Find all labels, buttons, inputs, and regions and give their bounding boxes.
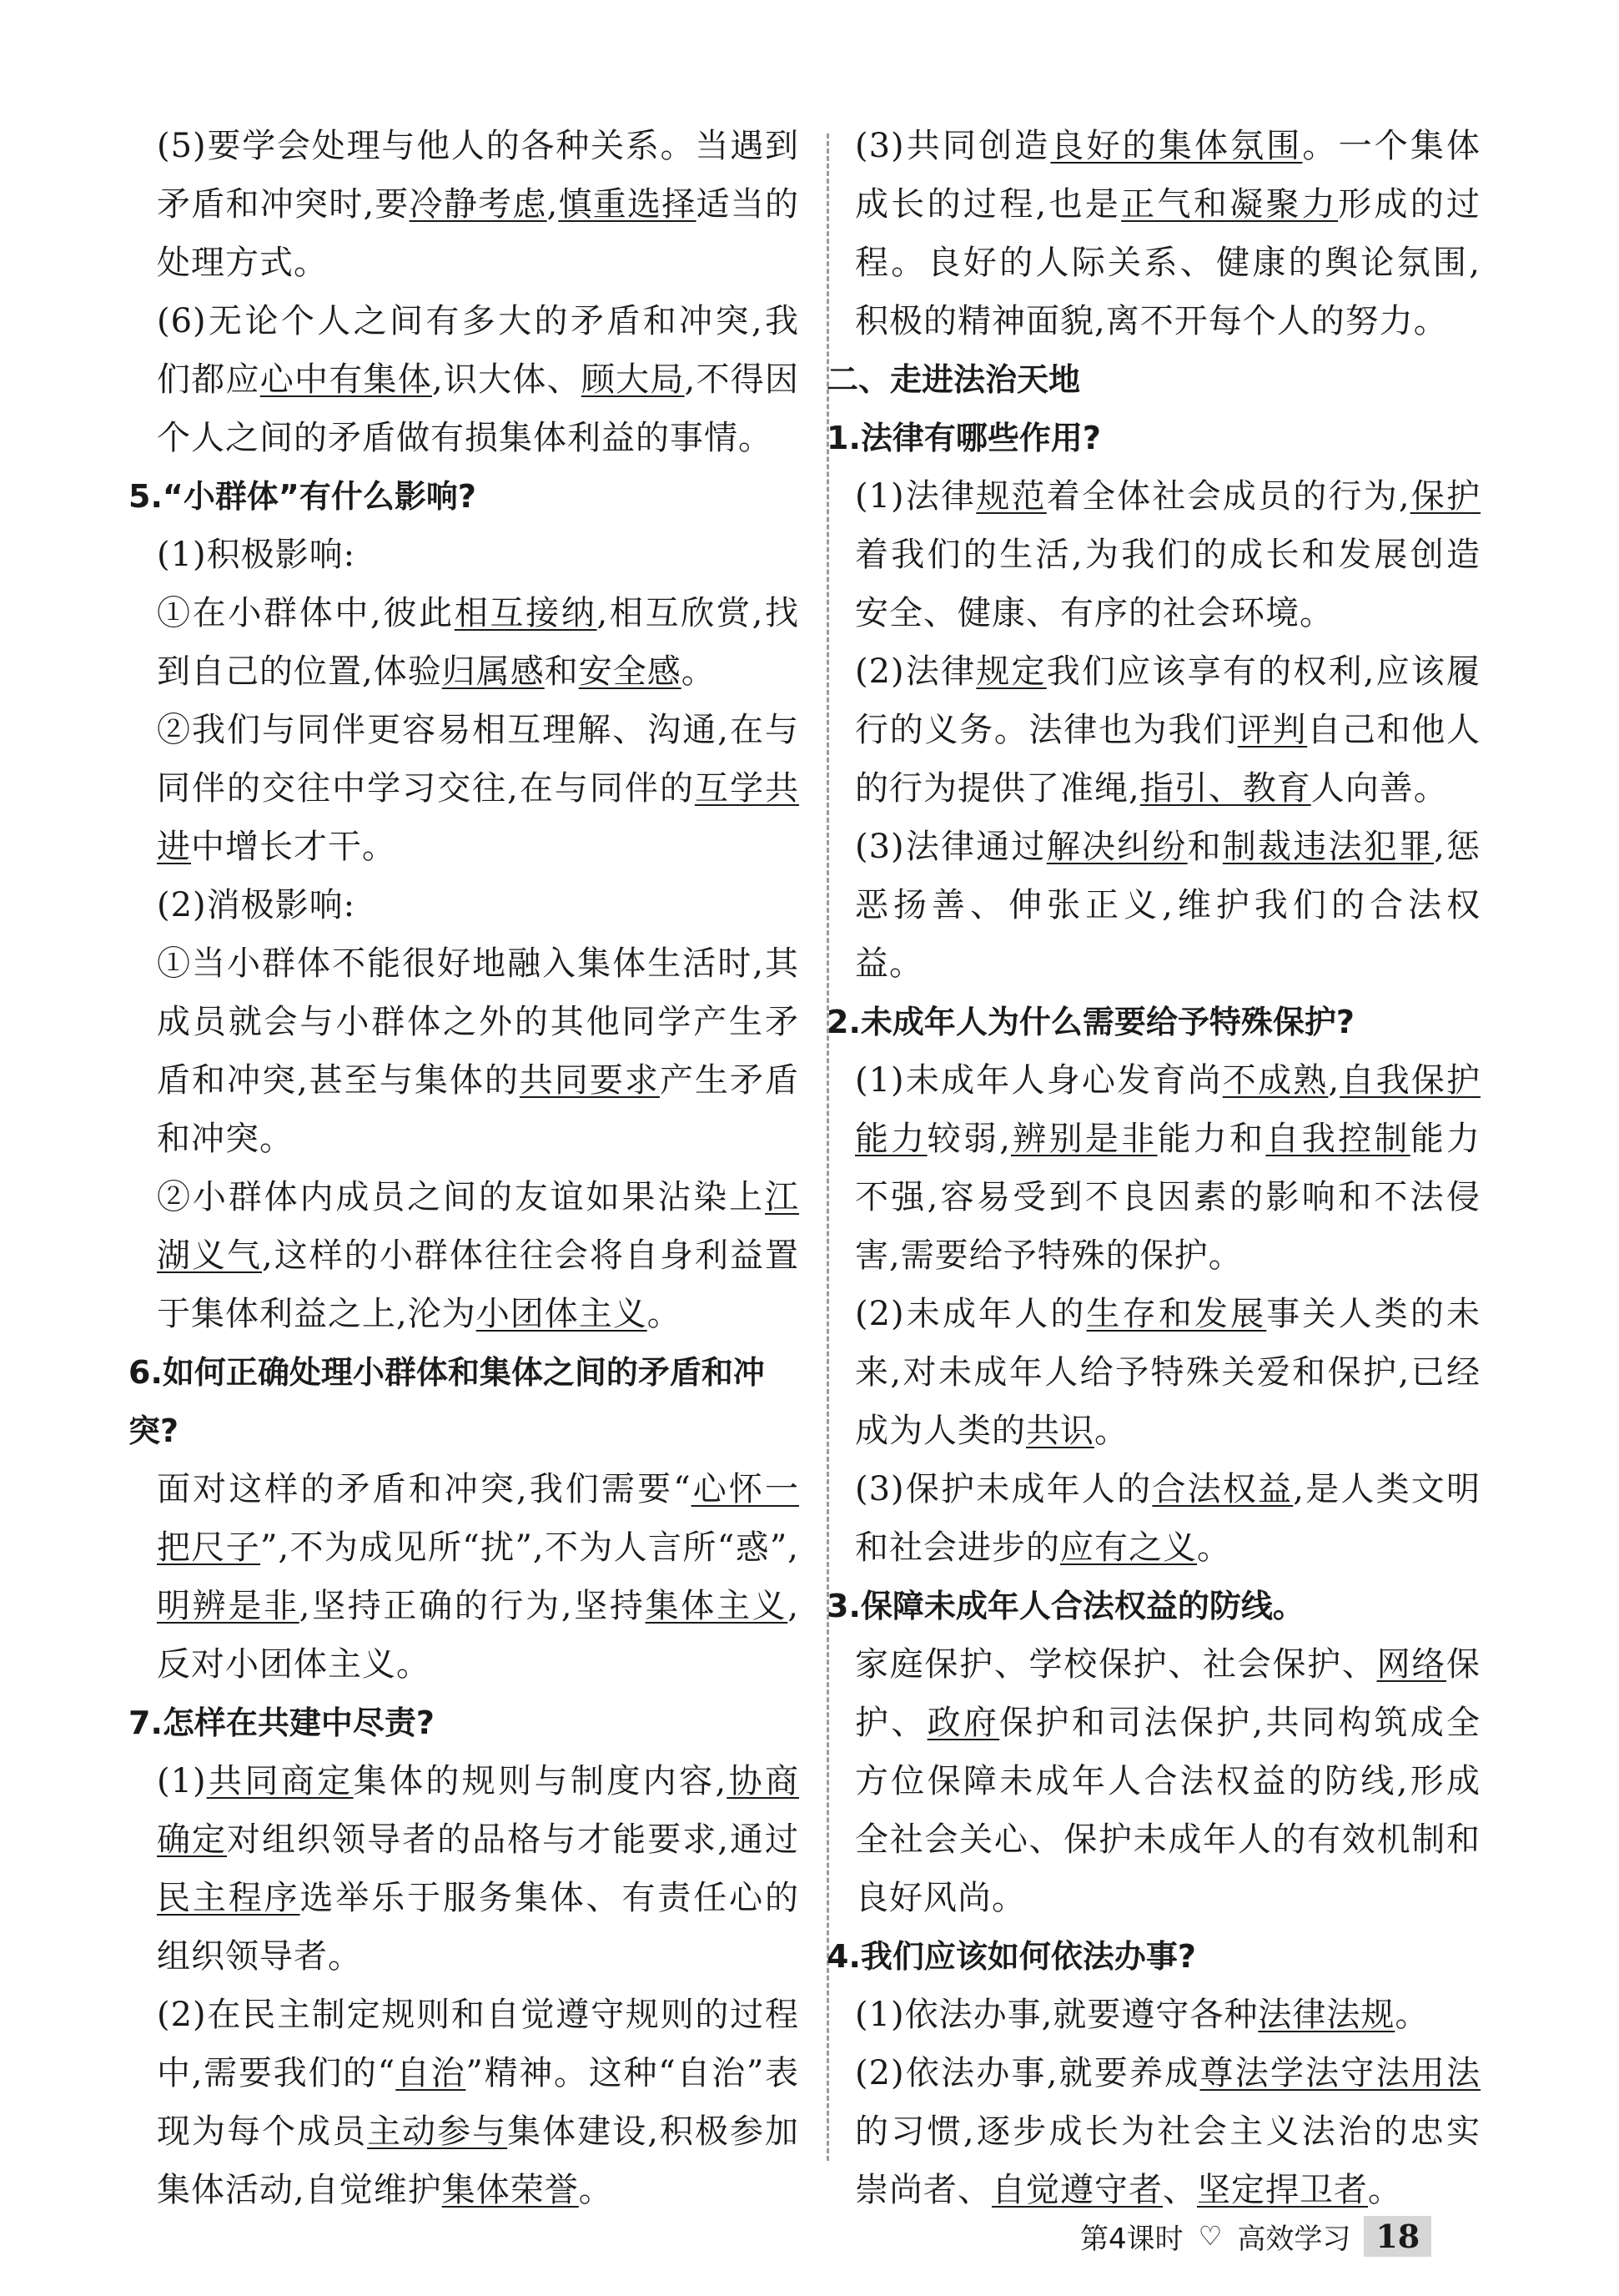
answer-blank: 相互接纳 <box>454 594 597 632</box>
point-6: (6)无论个人之间有多大的矛盾和冲突,我们都应心中有集体,识大体、顾大局,不得因个人之间的矛盾做有损集体利益的事情。 <box>157 302 800 457</box>
answer-blank: 心中有集体 <box>259 360 432 399</box>
answer-blank: 自治 <box>395 2054 466 2092</box>
answer-3: 家庭保护、学校保护、社会保护、网络保护、政府保护和司法保护,共同构筑成全方位保障未成年人合法权益的防线,形成全社会关心、保护未成年人的有效机制和良好风尚。 <box>855 1645 1481 1917</box>
answer-blank: 自我保护能力 <box>855 1061 1481 1158</box>
answer-blank: 民主程序 <box>157 1879 300 1917</box>
point-3: (3)共同创造良好的集体氛围。一个集体成长的过程,也是正气和凝聚力形成的过程。良好的人际关系、健康的舆论氛围,积极的精神面貌,离不开每个人的努力。 <box>855 127 1481 340</box>
question-7: 7.怎样在共建中尽责? <box>128 1704 435 1741</box>
answer-blank: 顾大局 <box>581 360 685 399</box>
question-6: 6.如何正确处理小群体和集体之间的矛盾和冲突? <box>128 1354 765 1449</box>
answer-blank: 指引、教育 <box>1139 769 1311 808</box>
answer-blank: 小团体主义 <box>475 1295 647 1333</box>
answer-blank: 协商确定 <box>157 1762 800 1859</box>
heart-icon: ♡ <box>1198 2220 1223 2252</box>
answer-7-1: (1)共同商定集体的规则与制度内容,协商确定对组织领导者的品格与才能要求,通过民主程序选举乐于服务集体、有责任心的组织领导者。 <box>157 1762 800 1976</box>
positive-point-2: ②我们与同伴更容易相互理解、沟通,在与同伴的交往中学习交往,在与同伴的互学共进中增长才干。 <box>157 711 799 866</box>
question-4: 4.我们应该如何依法办事? <box>827 1938 1196 1975</box>
lesson-label: 第4课时 <box>1080 2222 1184 2256</box>
answer-4-1: (1)依法办事,就要遵守各种法律法规。 <box>855 1996 1430 2034</box>
negative-point-1: ①当小群体不能很好地融入集体生活时,其成员就会与小群体之外的其他同学产生矛盾和冲突,甚至与集体的共同要求产生矛盾和冲突。 <box>157 944 799 1158</box>
positive-point-1: ①在小群体中,彼此相互接纳,相互欣赏,找到自己的位置,体验归属感和安全感。 <box>157 594 800 691</box>
negative-heading: (2)消极影响: <box>157 886 356 924</box>
answer-blank: 法律法规 <box>1258 1996 1395 2034</box>
answer-blank: 共同商定 <box>206 1762 354 1800</box>
answer-blank: 心怀一把尺子 <box>157 1470 799 1567</box>
answer-6: 面对这样的矛盾和冲突,我们需要“心怀一把尺子”,不为成见所“扰”,不为人言所“惑”,明辨是非,坚持正确的行为,坚持集体主义,反对小团体主义。 <box>157 1470 800 1684</box>
answer-blank: 不成熟 <box>1222 1061 1329 1100</box>
answer-blank: 冷静考虑 <box>409 185 547 224</box>
answer-blank: 制裁违法犯罪 <box>1222 828 1435 866</box>
answer-blank: 解决纠纷 <box>1046 828 1188 866</box>
answer-blank: 自觉遵守者 <box>992 2171 1163 2209</box>
answer-blank: 主动参与 <box>367 2112 508 2151</box>
answer-blank: 共同要求 <box>519 1061 660 1100</box>
answer-blank: 生存和发展 <box>1086 1295 1267 1333</box>
answer-blank: 正气和凝聚力 <box>1121 185 1339 224</box>
answer-blank: 辨别是非 <box>1010 1120 1158 1158</box>
answer-blank: 合法权益 <box>1152 1470 1294 1508</box>
negative-point-2: ②小群体内成员之间的友谊如果沾染上江湖义气,这样的小群体往往会将自身利益置于集体利益之上,沦为小团体主义。 <box>157 1178 799 1333</box>
answer-blank: 江湖义气 <box>157 1178 799 1275</box>
answer-blank: 集体荣誉 <box>441 2171 579 2209</box>
answer-blank: 保护 <box>1410 477 1481 516</box>
answer-blank: 评判 <box>1237 711 1308 749</box>
answer-blank: 安全感 <box>578 652 681 691</box>
question-2: 2.未成年人为什么需要给予特殊保护? <box>827 1004 1355 1040</box>
answer-2-1: (1)未成年人身心发育尚不成熟,自我保护能力较弱,辨别是非能力和自我控制能力不强,容易受到不良因素的影响和不法侵害,需要给予特殊的保护。 <box>855 1061 1481 1275</box>
answer-blank: 网络 <box>1376 1645 1447 1684</box>
answer-blank: 政府 <box>927 1704 1000 1742</box>
left-column <box>128 117 800 2219</box>
answer-blank: 明辨是非 <box>157 1587 299 1625</box>
answer-1-1: (1)法律规范着全体社会成员的行为,保护着我们的生活,为我们的成长和发展创造安全、健康、有序的社会环境。 <box>855 477 1481 632</box>
answer-2-3: (3)保护未成年人的合法权益,是人类文明和社会进步的应有之义。 <box>855 1470 1481 1567</box>
answer-7-2: (2)在民主制定规则和自觉遵守规则的过程中,需要我们的“自治”精神。这种“自治”表现为每个成员主动参与集体建设,积极参加集体活动,自觉维护集体荣誉。 <box>157 1996 799 2209</box>
page-footer <box>1080 2211 1431 2261</box>
answer-blank: 慎重选择 <box>558 185 696 224</box>
answer-1-2: (2)法律规定我们应该享有的权利,应该履行的义务。法律也为我们评判自己和他人的行为提供了准绳,指引、教育人向善。 <box>855 652 1481 808</box>
question-3: 3.保障未成年人合法权益的防线。 <box>827 1588 1305 1624</box>
answer-blank: 规定 <box>976 652 1047 691</box>
answer-blank: 互学共进 <box>157 769 799 866</box>
answer-1-3: (3)法律通过解决纠纷和制裁违法犯罪,惩恶扬善、伸张正义,维护我们的合法权益。 <box>855 828 1481 983</box>
answer-blank: 自我控制 <box>1265 1120 1410 1158</box>
question-5: 5.“小群体”有什么影响? <box>128 478 476 515</box>
series-title: 高效学习 <box>1237 2222 1351 2256</box>
answer-blank: 集体主义 <box>645 1587 788 1625</box>
answer-blank: 坚定捍卫者 <box>1197 2171 1368 2209</box>
answer-2-2: (2)未成年人的生存和发展事关人类的未来,对未成年人给予特殊关爱和保护,已经成为人类的共识。 <box>855 1295 1481 1450</box>
answer-4-2: (2)依法办事,就要养成尊法学法守法用法的习惯,逐步成长为社会主义法治的忠实崇尚者、自觉遵守者、坚定捍卫者。 <box>855 2054 1481 2209</box>
answer-blank: 归属感 <box>441 652 545 691</box>
answer-blank: 规范 <box>976 477 1047 516</box>
answer-blank: 应有之义 <box>1060 1528 1197 1567</box>
section-heading: 二、走进法治天地 <box>827 361 1081 398</box>
question-1: 1.法律有哪些作用? <box>827 420 1101 456</box>
answer-blank: 良好的集体氛围 <box>1050 127 1303 165</box>
answer-blank: 尊法学法守法用法 <box>1199 2054 1481 2092</box>
page-number: 18 <box>1364 2216 1431 2257</box>
answer-blank: 共识 <box>1026 1412 1094 1450</box>
positive-heading: (1)积极影响: <box>157 536 356 574</box>
point-5: (5)要学会处理与他人的各种关系。当遇到矛盾和冲突时,要冷静考虑,慎重选择适当的处理方式。 <box>157 127 800 282</box>
right-column <box>827 117 1481 2219</box>
